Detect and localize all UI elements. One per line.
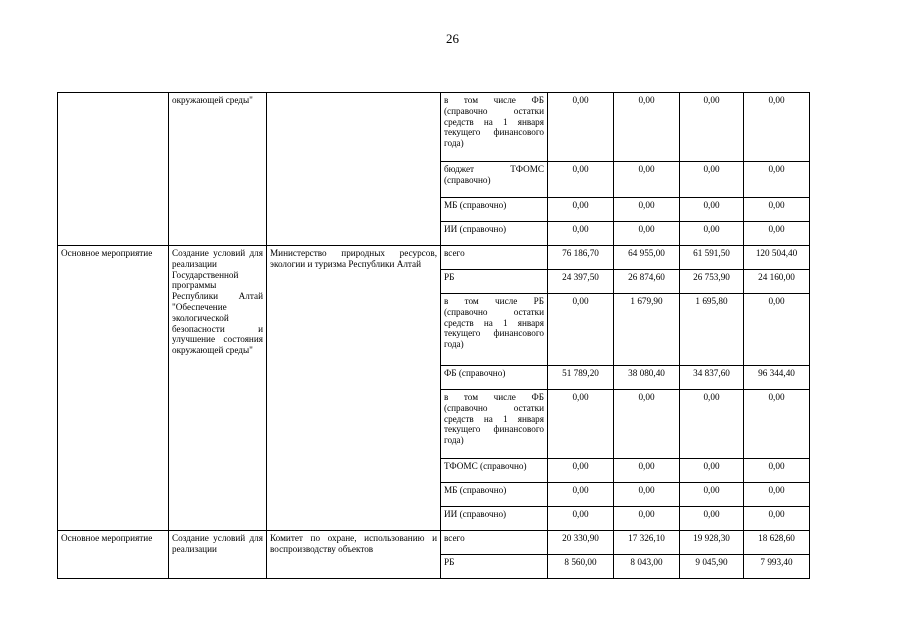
funding-source-cell: в том числе РБ (справочно остатки средств на 1 января текущего финансового года) bbox=[441, 294, 548, 366]
funding-source-cell: ИИ (справочно) bbox=[441, 222, 548, 246]
value-cell: 34 837,60 bbox=[680, 366, 744, 390]
value-cell: 0,00 bbox=[744, 294, 810, 366]
value-cell: 26 753,90 bbox=[680, 270, 744, 294]
event-title-cell: Создание условий для реализации Государственной программы Республики Алтай "Обеспечение экологической безопасности и улучшение состояния окружающей среды" bbox=[169, 246, 267, 531]
funding-source-cell: РБ bbox=[441, 270, 548, 294]
funding-source-cell: ИИ (справочно) bbox=[441, 507, 548, 531]
table-row bbox=[58, 93, 810, 162]
value-cell: 0,00 bbox=[680, 93, 744, 162]
value-cell: 0,00 bbox=[614, 390, 680, 459]
value-cell: 0,00 bbox=[744, 390, 810, 459]
value-cell: 0,00 bbox=[614, 459, 680, 483]
event-type-cell bbox=[58, 93, 169, 246]
value-cell: 17 326,10 bbox=[614, 531, 680, 555]
budget-table bbox=[57, 92, 810, 579]
value-cell: 20 330,90 bbox=[548, 531, 614, 555]
funding-source-cell: МБ (справочно) bbox=[441, 198, 548, 222]
executor-cell: Комитет по охране, использованию и воспроизводству объектов bbox=[267, 531, 441, 579]
page-number: 26 bbox=[446, 31, 459, 46]
value-cell: 0,00 bbox=[680, 162, 744, 198]
table-row bbox=[58, 531, 810, 555]
funding-source-cell: бюджет ТФОМС (справочно) bbox=[441, 162, 548, 198]
funding-source-cell: всего bbox=[441, 246, 548, 270]
funding-source-cell: ФБ (справочно) bbox=[441, 366, 548, 390]
value-cell: 1 695,80 bbox=[680, 294, 744, 366]
value-cell: 1 679,90 bbox=[614, 294, 680, 366]
value-cell: 18 628,60 bbox=[744, 531, 810, 555]
value-cell: 0,00 bbox=[614, 222, 680, 246]
funding-source-cell: всего bbox=[441, 531, 548, 555]
value-cell: 8 560,00 bbox=[548, 555, 614, 579]
value-cell: 0,00 bbox=[680, 507, 744, 531]
executor-cell: Министерство природных ресурсов, экологии и туризма Республики Алтай bbox=[267, 246, 441, 531]
funding-source-cell: в том числе ФБ (справочно остатки средств на 1 января текущего финансового года) bbox=[441, 93, 548, 162]
value-cell: 76 186,70 bbox=[548, 246, 614, 270]
funding-source-cell: РБ bbox=[441, 555, 548, 579]
value-cell: 0,00 bbox=[614, 162, 680, 198]
value-cell: 0,00 bbox=[744, 162, 810, 198]
value-cell: 0,00 bbox=[548, 294, 614, 366]
value-cell: 0,00 bbox=[548, 162, 614, 198]
value-cell: 64 955,00 bbox=[614, 246, 680, 270]
value-cell: 0,00 bbox=[614, 198, 680, 222]
value-cell: 9 045,90 bbox=[680, 555, 744, 579]
value-cell: 24 160,00 bbox=[744, 270, 810, 294]
value-cell: 51 789,20 bbox=[548, 366, 614, 390]
value-cell: 0,00 bbox=[744, 483, 810, 507]
funding-source-cell: ТФОМС (справочно) bbox=[441, 459, 548, 483]
value-cell: 0,00 bbox=[548, 222, 614, 246]
value-cell: 38 080,40 bbox=[614, 366, 680, 390]
value-cell: 0,00 bbox=[548, 483, 614, 507]
event-type-cell: Основное мероприятие bbox=[58, 531, 169, 579]
funding-source-cell: в том числе ФБ (справочно остатки средств на 1 января текущего финансового года) bbox=[441, 390, 548, 459]
value-cell: 0,00 bbox=[680, 483, 744, 507]
value-cell: 19 928,30 bbox=[680, 531, 744, 555]
value-cell: 61 591,50 bbox=[680, 246, 744, 270]
event-title-cell: Создание условий для реализации bbox=[169, 531, 267, 579]
value-cell: 0,00 bbox=[680, 390, 744, 459]
value-cell: 8 043,00 bbox=[614, 555, 680, 579]
value-cell: 26 874,60 bbox=[614, 270, 680, 294]
value-cell: 0,00 bbox=[548, 390, 614, 459]
value-cell: 0,00 bbox=[744, 222, 810, 246]
value-cell: 0,00 bbox=[744, 507, 810, 531]
value-cell: 0,00 bbox=[614, 93, 680, 162]
event-type-cell: Основное мероприятие bbox=[58, 246, 169, 531]
value-cell: 0,00 bbox=[680, 459, 744, 483]
value-cell: 0,00 bbox=[548, 459, 614, 483]
value-cell: 0,00 bbox=[614, 483, 680, 507]
value-cell: 96 344,40 bbox=[744, 366, 810, 390]
value-cell: 0,00 bbox=[744, 459, 810, 483]
value-cell: 0,00 bbox=[680, 222, 744, 246]
value-cell: 24 397,50 bbox=[548, 270, 614, 294]
value-cell: 0,00 bbox=[614, 507, 680, 531]
value-cell: 0,00 bbox=[548, 198, 614, 222]
value-cell: 120 504,40 bbox=[744, 246, 810, 270]
value-cell: 0,00 bbox=[744, 198, 810, 222]
value-cell: 0,00 bbox=[548, 93, 614, 162]
value-cell: 0,00 bbox=[744, 93, 810, 162]
executor-cell bbox=[267, 93, 441, 246]
table-row bbox=[58, 246, 810, 270]
value-cell: 0,00 bbox=[548, 507, 614, 531]
value-cell: 7 993,40 bbox=[744, 555, 810, 579]
value-cell: 0,00 bbox=[680, 198, 744, 222]
event-title-cell: окружающей среды" bbox=[169, 93, 267, 246]
funding-source-cell: МБ (справочно) bbox=[441, 483, 548, 507]
